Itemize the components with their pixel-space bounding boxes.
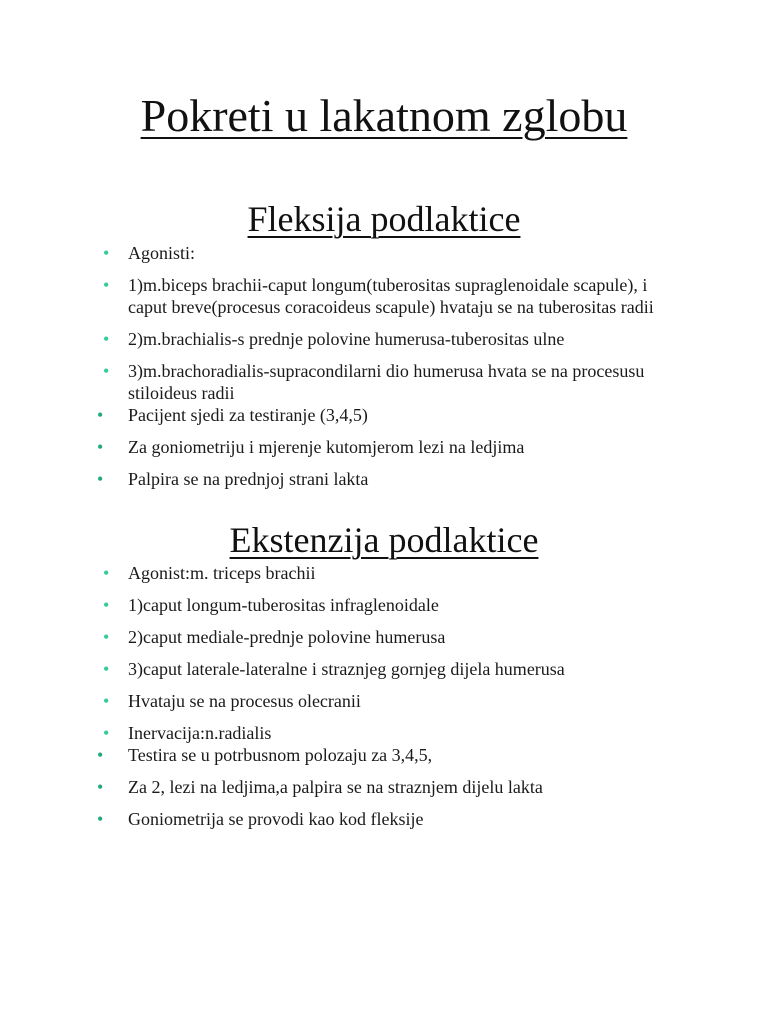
bullet-icon: • (103, 563, 110, 583)
list-item (0, 274, 768, 318)
list-item (0, 242, 768, 264)
list-item (0, 562, 768, 584)
bullet-icon: • (103, 595, 110, 615)
list-item (0, 626, 768, 648)
bullet-icon: • (103, 627, 110, 647)
bullet-icon: • (103, 361, 110, 381)
extension-list (0, 562, 768, 840)
list-item-text: Pacijent sjedi za testiranje (3,4,5) (128, 405, 368, 425)
section-heading-flexion: Fleksija podlaktice (247, 199, 521, 239)
list-item-text: 3)caput laterale-lateralne i straznjeg gornjeg dijela humerusa (128, 659, 565, 679)
list-item (0, 808, 768, 830)
list-item (0, 468, 768, 490)
bullet-icon: • (103, 329, 110, 349)
list-item-text: Testira se u potrbusnom polozaju za 3,4,5, (128, 745, 433, 765)
bullet-icon: • (97, 777, 104, 797)
list-item (0, 328, 768, 350)
bullet-icon: • (97, 469, 104, 489)
list-item-text: Goniometrija se provodi kao kod fleksije (128, 809, 424, 829)
list-item-text: Inervacija:n.radialis (128, 723, 272, 743)
list-item-text: Agonist:m. triceps brachii (128, 563, 316, 583)
bullet-icon: • (97, 437, 104, 457)
flexion-list (0, 242, 768, 500)
list-item-text: 2)m.brachialis-s prednje polovine humerusa-tuberositas ulne (128, 329, 565, 349)
list-item-text: Palpira se na prednjoj strani lakta (128, 469, 369, 489)
bullet-icon: • (103, 275, 110, 295)
list-item-text: Za 2, lezi na ledjima,a palpira se na straznjem dijelu lakta (128, 777, 543, 797)
list-item-text: Hvataju se na procesus olecranii (128, 691, 361, 711)
list-item-text: 1)m.biceps brachii-caput longum(tuberositas supraglenoidale scapule), i caput breve(procesus coracoideus scapule) hvataju se na tuberositas radii (128, 275, 654, 317)
list-item (0, 404, 768, 426)
bullet-icon: • (103, 691, 110, 711)
bullet-icon: • (97, 405, 104, 425)
list-item (0, 722, 768, 744)
list-item (0, 690, 768, 712)
bullet-icon: • (103, 723, 110, 743)
list-item (0, 360, 768, 404)
list-item (0, 658, 768, 680)
section-heading-extension: Ekstenzija podlaktice (229, 520, 539, 560)
list-item (0, 744, 768, 766)
list-item-text: Za goniometriju i mjerenje kutomjerom lezi na ledjima (128, 437, 525, 457)
bullet-icon: • (97, 745, 104, 765)
list-item-text: 3)m.brachoradialis-supracondilarni dio humerusa hvata se na procesusu stiloideus radii (128, 361, 645, 403)
list-item (0, 436, 768, 458)
list-item (0, 776, 768, 798)
list-item-text: 2)caput mediale-prednje polovine humerusa (128, 627, 446, 647)
list-item-text: 1)caput longum-tuberositas infraglenoidale (128, 595, 439, 615)
page-title: Pokreti u lakatnom zglobu (140, 90, 628, 141)
list-item (0, 594, 768, 616)
bullet-icon: • (103, 243, 110, 263)
bullet-icon: • (97, 809, 104, 829)
bullet-icon: • (103, 659, 110, 679)
list-item-text: Agonisti: (128, 243, 196, 263)
